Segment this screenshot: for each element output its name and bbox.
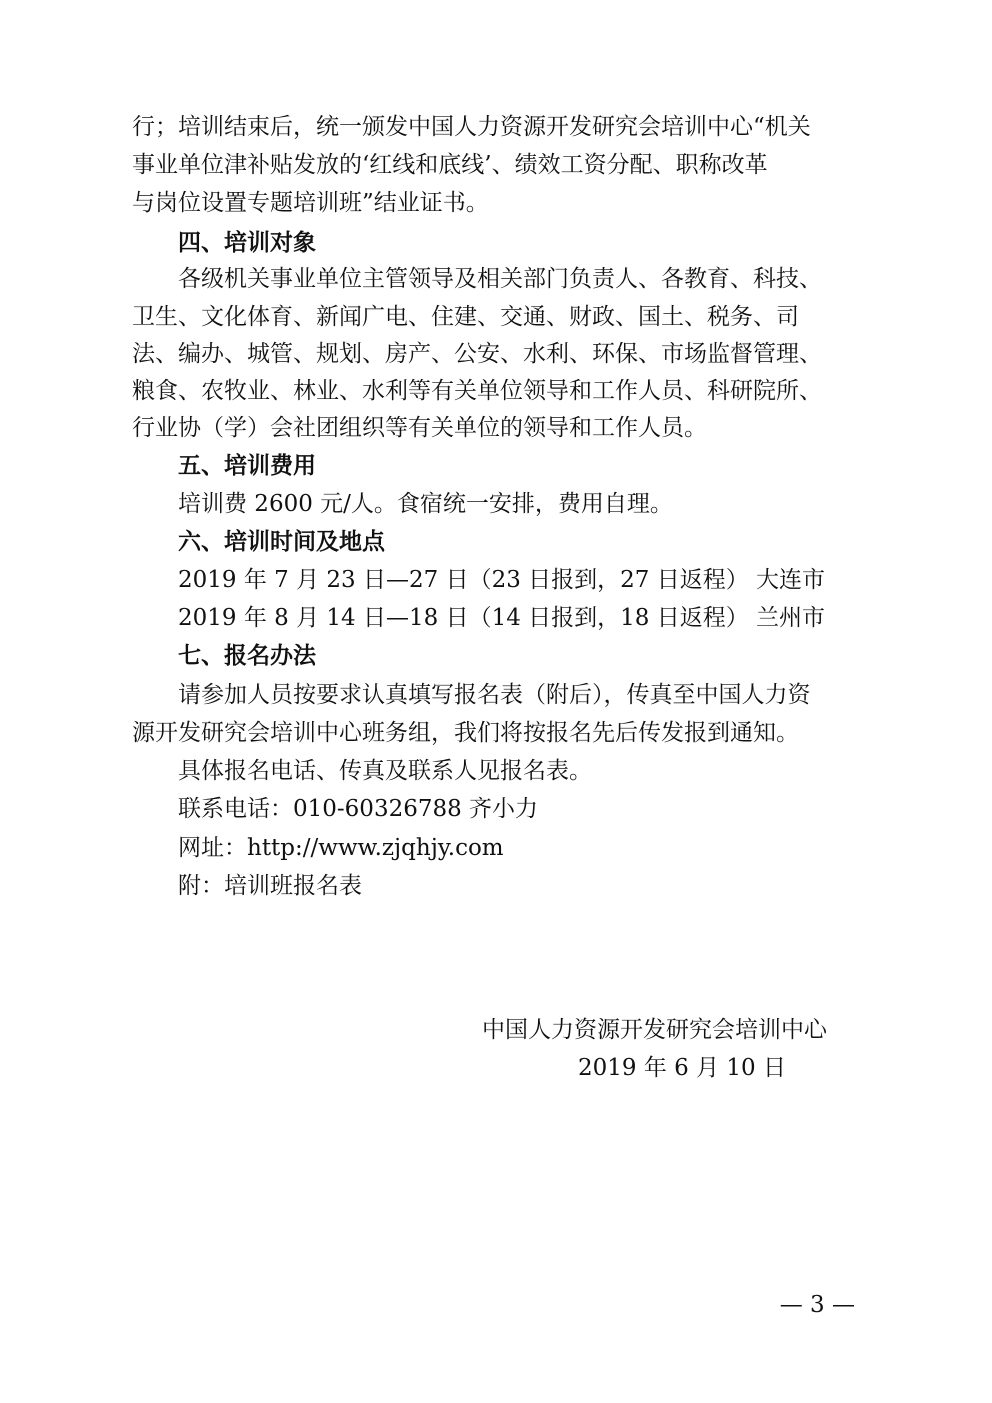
body-text-line: 源开发研究会培训中心班务组，我们将按报名先后传发报到通知。 — [132, 720, 799, 746]
body-text-line: 粮食、农牧业、林业、水利等有关单位领导和工作人员、科研院所、 — [132, 378, 822, 404]
body-text-line: 行；培训结束后，统一颁发中国人力资源开发研究会培训中心“机关 — [132, 114, 811, 140]
body-text-line: 与岗位设置专题培训班”结业证书。 — [132, 190, 489, 216]
body-text-line: 行业协（学）会社团组织等有关单位的领导和工作人员。 — [132, 415, 707, 441]
schedule-line-lanzhou: 2019 年 8 月 14 日—18 日（14 日报到，18 日返程） 兰州市 — [178, 605, 826, 631]
section-heading-5: 五、培训费用 — [178, 453, 316, 479]
section-heading-4: 四、培训对象 — [178, 230, 316, 256]
page-number: — 3 — — [779, 1292, 855, 1318]
body-text-line: 培训费 2600 元/人。食宿统一安排，费用自理。 — [178, 491, 673, 517]
website-link[interactable]: 网址：http://www.zjqhjy.com — [178, 835, 504, 861]
section-heading-7: 七、报名办法 — [178, 643, 316, 669]
body-text-line: 各级机关事业单位主管领导及相关部门负责人、各教育、科技、 — [178, 266, 822, 292]
schedule-line-dalian: 2019 年 7 月 23 日—27 日（23 日报到，27 日返程） 大连市 — [178, 567, 826, 593]
signature-date: 2019 年 6 月 10 日 — [578, 1055, 786, 1081]
body-text-line: 请参加人员按要求认真填写报名表（附后），传真至中国人力资 — [178, 682, 811, 708]
body-text-line: 具体报名电话、传真及联系人见报名表。 — [178, 758, 592, 784]
section-heading-6: 六、培训时间及地点 — [178, 529, 385, 555]
body-text-line: 卫生、文化体育、新闻广电、住建、交通、财政、国土、税务、司 — [132, 304, 799, 330]
signature-organization: 中国人力资源开发研究会培训中心 — [482, 1017, 827, 1043]
attachment-note: 附：培训班报名表 — [178, 873, 362, 899]
contact-phone: 联系电话：010-60326788 齐小力 — [178, 796, 539, 822]
body-text-line: 事业单位津补贴发放的‘红线和底线’、绩效工资分配、职称改革 — [132, 152, 768, 178]
body-text-line: 法、编办、城管、规划、房产、公安、水利、环保、市场监督管理、 — [132, 341, 822, 367]
